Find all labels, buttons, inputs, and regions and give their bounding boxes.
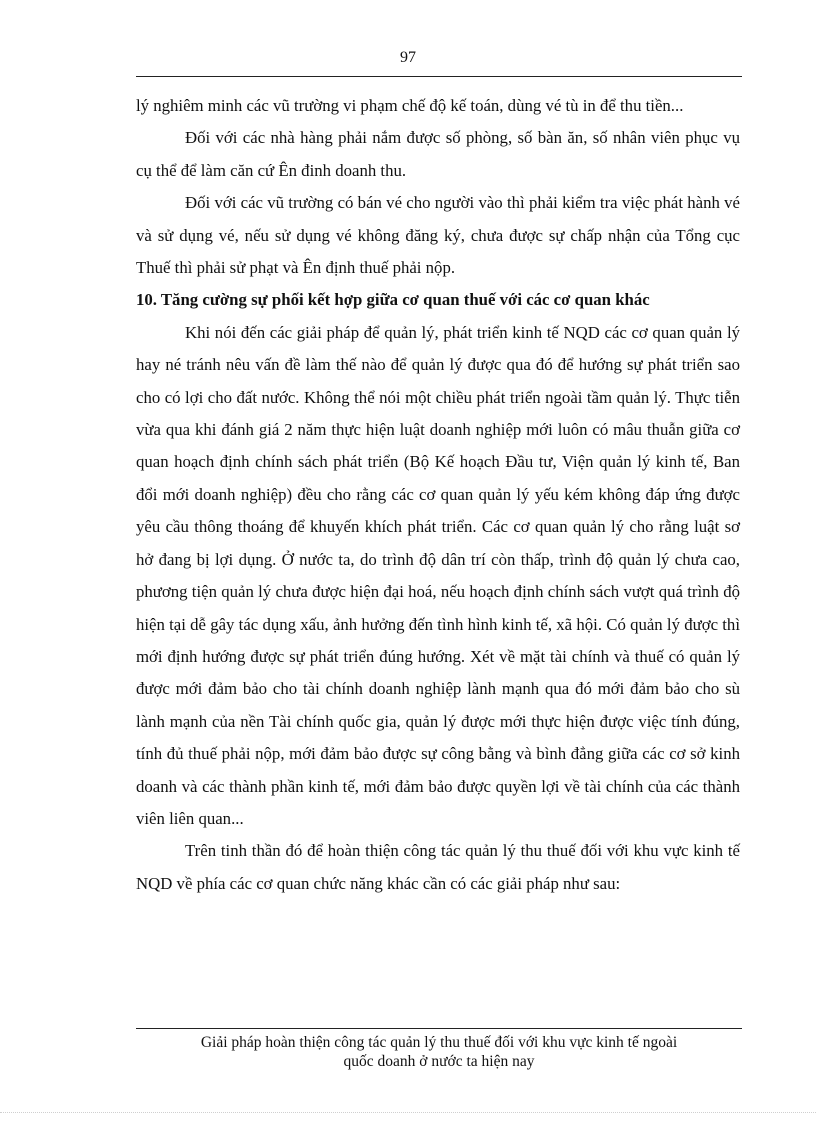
- paragraph-continuation: lý nghiêm minh các vũ trường vi phạm chế độ kế toán, dùng vé tù in để thu tiền...: [136, 96, 684, 115]
- section-heading: 10. Tăng cường sự phối kết hợp giữa cơ quan thuế với các cơ quan khác: [136, 290, 650, 310]
- document-body: [136, 90, 740, 900]
- header-divider: [136, 76, 742, 77]
- page-number: 97: [400, 49, 416, 66]
- footer-line-1: Giải pháp hoàn thiện công tác quản lý thu thuế đối với khu vực kinh tế ngoài: [200, 1034, 678, 1051]
- running-footer: [136, 1033, 742, 1071]
- page-edge: [0, 1112, 816, 1113]
- footer-divider: [136, 1028, 742, 1029]
- paragraph-coordination: Khi nói đến các giải pháp để quản lý, phát triển kinh tế NQD các cơ quan quản lý hay né tránh nêu vấn đề làm thế nào để quản lý được qua đó để hướng sự phát triển sao cho có lợi cho đất nước. Không thể nói một chiều phát triển ngoài tầm quản lý. Thực tiễn vừa qua khi đánh giá 2 năm thực hiện luật doanh nghiệp mới luôn có mâu thuẫn giữa cơ quan hoạch định chính sách phát triển (Bộ Kế hoạch Đầu tư, Viện quản lý kinh tế, Ban đổi mới doanh nghiệp) đều cho rằng các cơ quan quản lý yếu kém không đáp ứng được yêu cầu thông thoáng để khuyến khích phát triển. Các cơ quan quản lý cho rằng luật sơ hở đang bị lợi dụng. Ở nước ta, do trình độ dân trí còn thấp, trình độ quản lý chưa cao, phương tiện quản lý chưa được hiện đại hoá, nếu hoạch định chính sách vượt quá trình độ hiện tại dễ gây tác dụng xấu, ảnh hưởng đến tình hình kinh tế, xã hội. Có quản lý được thì mới định hướng được sự phát triển đúng hướng. Xét về mặt tài chính và thuế có quản lý được mới đảm bảo cho tài chính doanh nghiệp lành mạnh qua đó mới đảm bảo cho sù lành mạnh của nền Tài chính quốc gia, quản lý được mới thực hiện được việc tính đúng, tính đủ thuế phải nộp, mới đảm bảo được sự công bằng và bình đẳng giữa các cơ sở kinh doanh và các thành phần kinh tế, mới đảm bảo được quyền lợi về tài chính của các thành viên liên quan...: [136, 322, 740, 828]
- paragraph-solutions-intro: Trên tinh thần đó để hoàn thiện công tác quản lý thu thuế đối với khu vực kinh tế NQD về phía các cơ quan chức năng khác cần có các giải pháp như sau:: [136, 841, 740, 893]
- paragraph-restaurants: Đối với các nhà hàng phải nắm được số phòng, số bàn ăn, số nhân viên phục vụ cụ thể để làm căn cứ Ên đinh doanh thu.: [136, 128, 740, 180]
- paragraph-dance-halls: Đối với các vũ trường có bán vé cho người vào thì phải kiểm tra việc phát hành vé và sử dụng vé, nếu sử dụng vé không đăng ký, chưa được sự chấp nhận của Tổng cục Thuế thì phải sử phạt và Ên định thuế phải nộp.: [136, 193, 740, 278]
- footer-line-2: quốc doanh ở nước ta hiện nay: [343, 1053, 535, 1070]
